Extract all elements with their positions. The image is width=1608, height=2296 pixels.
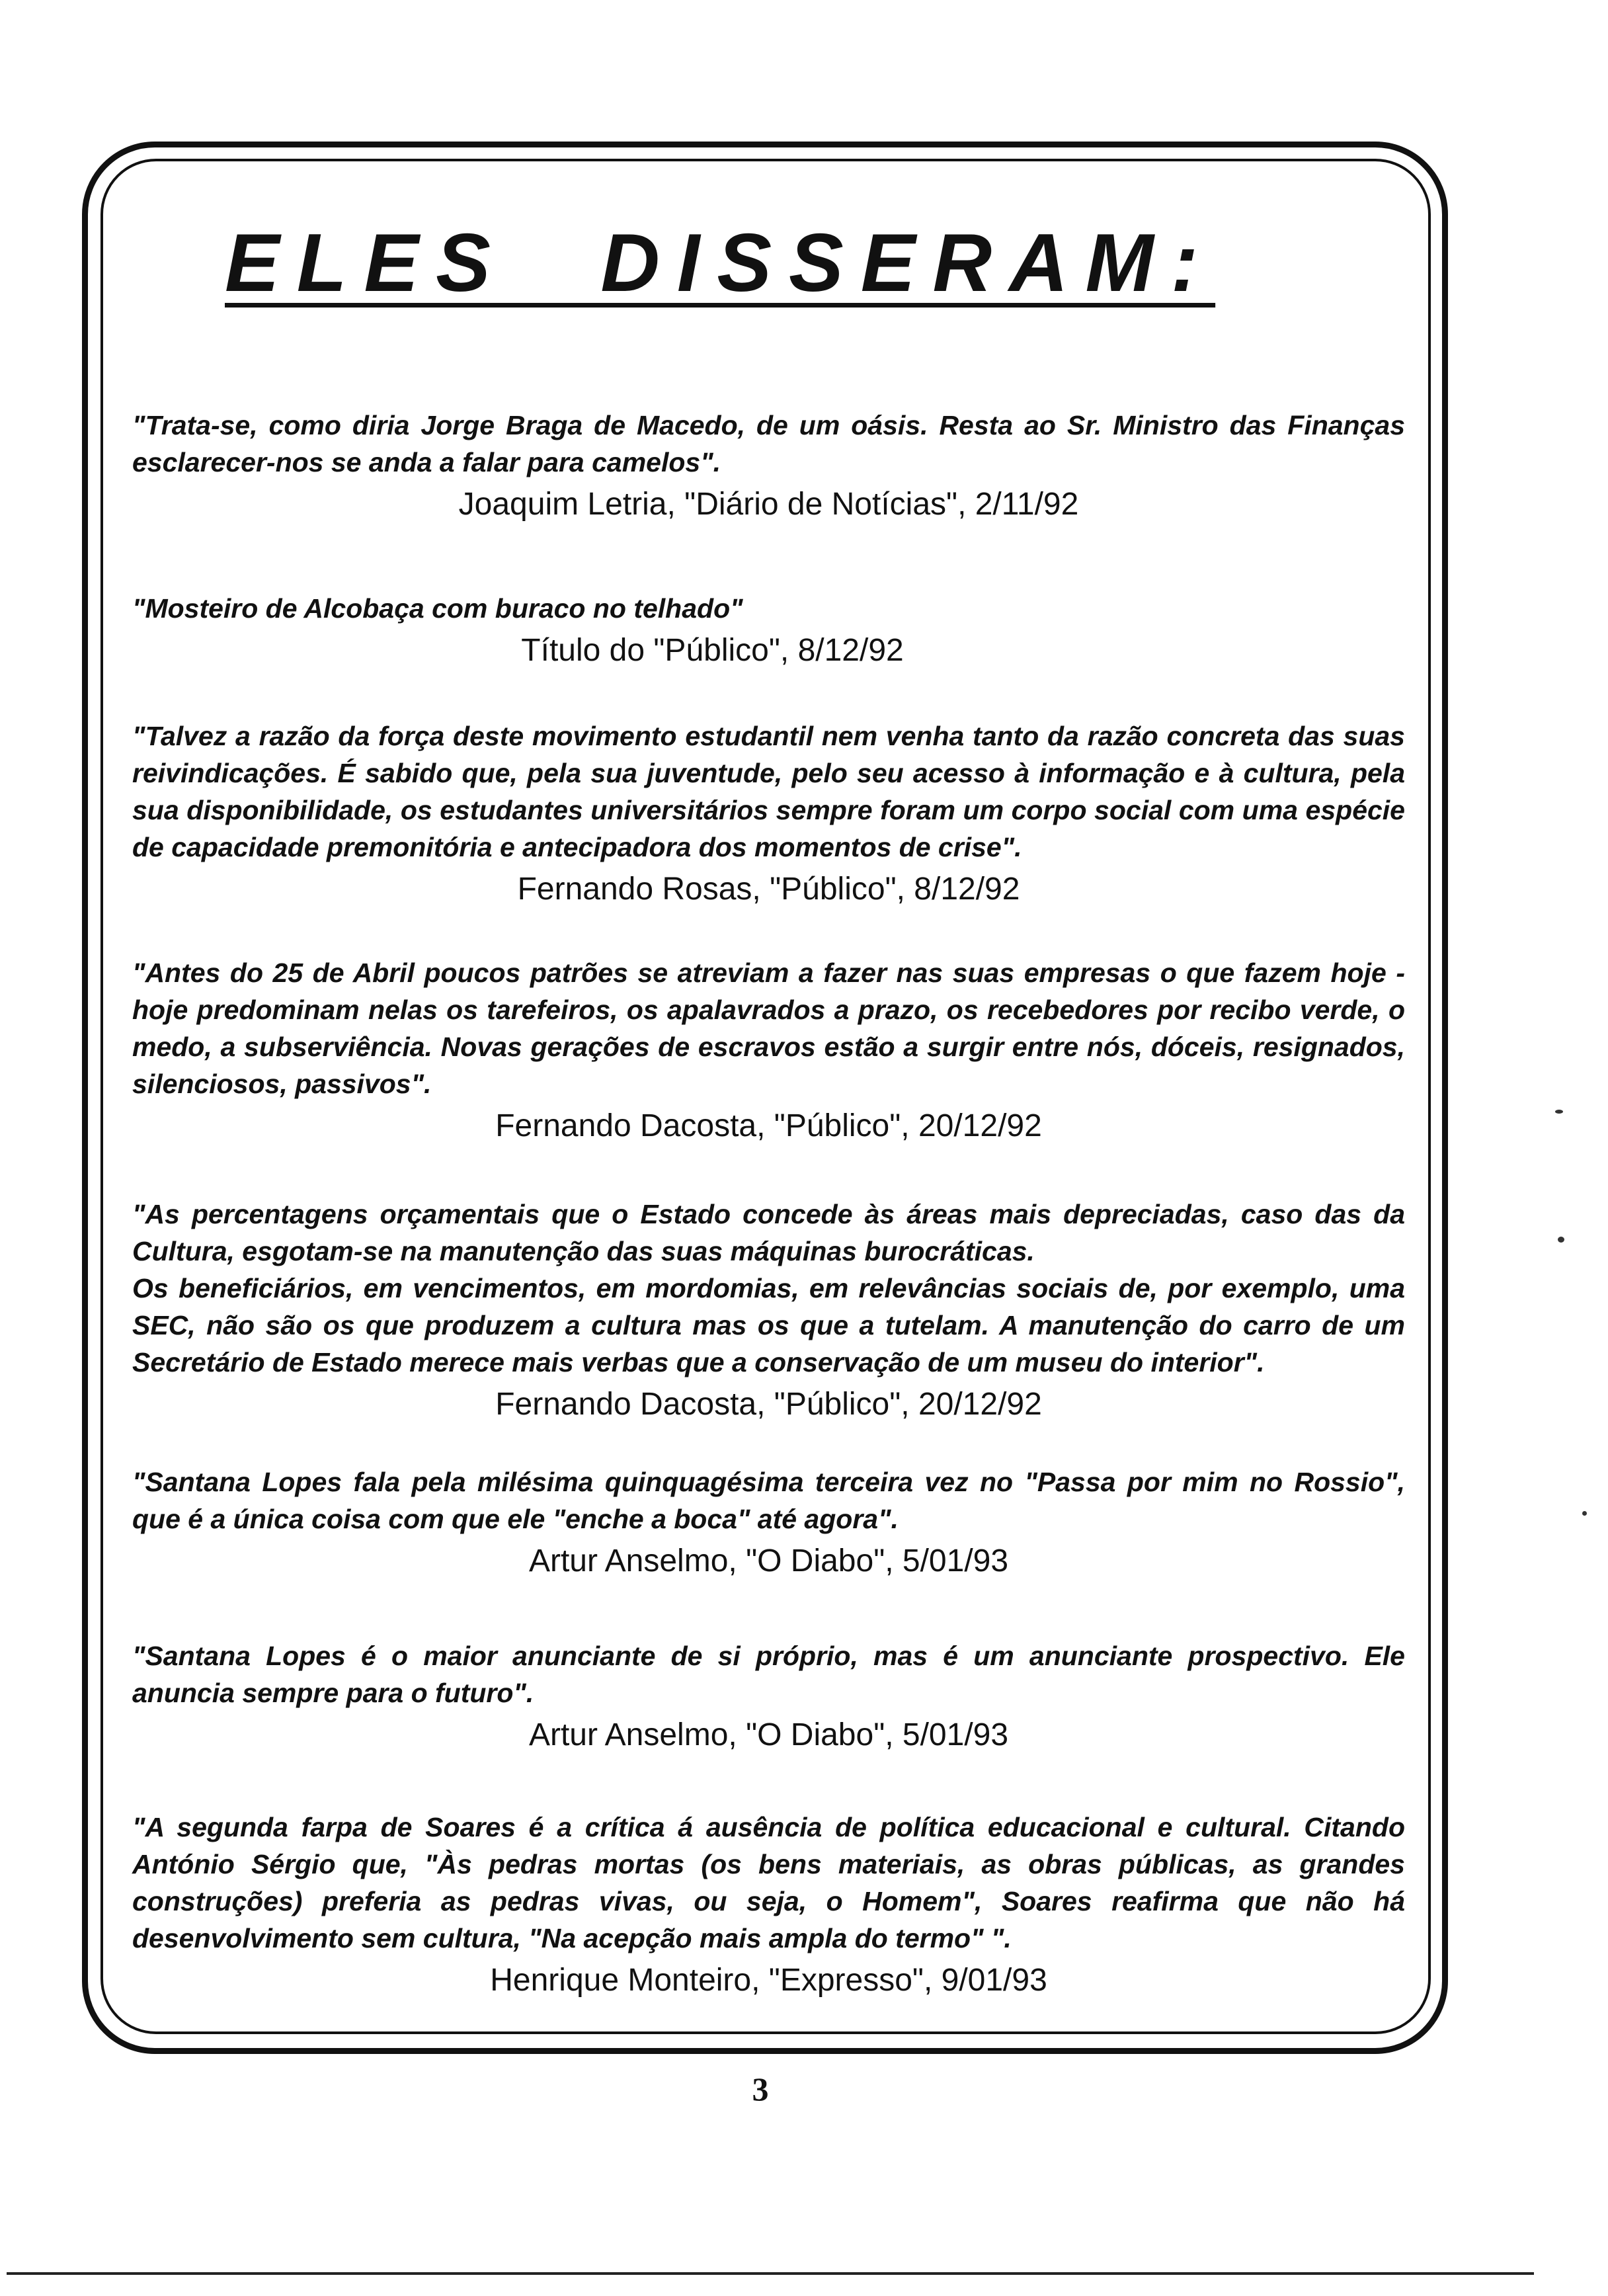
bottom-divider xyxy=(7,2272,1534,2275)
quote-source: Fernando Dacosta, "Público", 20/12/92 xyxy=(495,1387,1042,1422)
quote-text: "Antes do 25 de Abril poucos patrões se atreviam a fazer nas suas empresas o que fazem hoje - hoje predominam nelas os tarefeiros, os apalavrados a prazo, os recebedores por recibo verde, o medo, a subserviência. Novas gerações de escravos estão a surgir entre nós, dóceis, resignados, silenciosos, passivos". xyxy=(132,958,1405,1099)
quote-source: Fernando Rosas, "Público", 8/12/92 xyxy=(517,872,1020,907)
quote-text: "Talvez a razão da força deste movimento estudantil nem venha tanto da razão concreta das suas reivindicações. É sabido que, pela sua juventude, pelo seu acesso à informação e à cultura, pela sua disponibilidade, os estudantes universitários sempre foram um corpo social com uma espécie de capacidade premonitória e antecipadora dos momentos de crise". xyxy=(132,721,1405,862)
quote-8 xyxy=(132,1809,1405,2000)
quote-4 xyxy=(132,954,1405,1146)
quote-1 xyxy=(132,407,1405,524)
quote-7 xyxy=(132,1637,1405,1755)
page-title: ELES DISSERAM: xyxy=(225,218,1216,309)
quote-source: Título do "Público", 8/12/92 xyxy=(521,633,904,668)
quote-source: Joaquim Letria, "Diário de Notícias", 2/11/92 xyxy=(458,487,1079,522)
quote-text: "Trata-se, como diria Jorge Braga de Macedo, de um oásis. Resta ao Sr. Ministro das Finanças esclarecer-nos se anda a falar para camelos". xyxy=(132,410,1405,477)
quote-source: Artur Anselmo, "O Diabo", 5/01/93 xyxy=(528,1717,1009,1752)
quote-text: "Mosteiro de Alcobaça com buraco no telhado" xyxy=(132,593,743,624)
quote-text: "As percentagens orçamentais que o Estado concede às áreas mais depreciadas, caso das da Cultura, esgotam-se na manutenção das suas máquinas burocráticas. xyxy=(132,1199,1405,1266)
page-number: 3 xyxy=(752,2070,769,2108)
quote-6 xyxy=(132,1463,1405,1581)
quote-source: Henrique Monteiro, "Expresso", 9/01/93 xyxy=(490,1963,1047,1998)
quote-text: "Santana Lopes fala pela milésima quinquagésima terceira vez no "Passa por mim no Rossio", que é a única coisa com que ele "enche a boca" até agora". xyxy=(132,1467,1405,1534)
scan-speck xyxy=(1555,1110,1563,1114)
quote-text: "Santana Lopes é o maior anunciante de si próprio, mas é um anunciante prospectivo. Ele anuncia sempre para o futuro". xyxy=(132,1641,1405,1708)
scan-speck xyxy=(1558,1237,1564,1243)
scan-speck xyxy=(1582,1511,1587,1516)
quote-source: Fernando Dacosta, "Público", 20/12/92 xyxy=(495,1108,1042,1143)
quote-2 xyxy=(132,590,1405,671)
quote-3 xyxy=(132,718,1405,909)
quote-source: Artur Anselmo, "O Diabo", 5/01/93 xyxy=(528,1543,1009,1578)
quote-text: "A segunda farpa de Soares é a crítica á ausência de política educacional e cultural. Citando António Sérgio que, "Às pedras mortas (os bens materiais, as obras públicas, as grandes construções) preferia as pedras vivas, ou seja, o Homem", Soares reafirma que não há desenvolvimento sem cultura, "Na acepção mais ampla do termo" ". xyxy=(132,1812,1405,1953)
quote-5 xyxy=(132,1196,1405,1424)
quote-text-continued: Os beneficiários, em vencimentos, em mordomias, em relevâncias sociais de, por exemplo, uma SEC, não são os que produzem a cultura mas os que a tutelam. A manutenção do carro de um Secretário de Estado merece mais verbas que a conservação de um museu do interior". xyxy=(132,1273,1405,1377)
